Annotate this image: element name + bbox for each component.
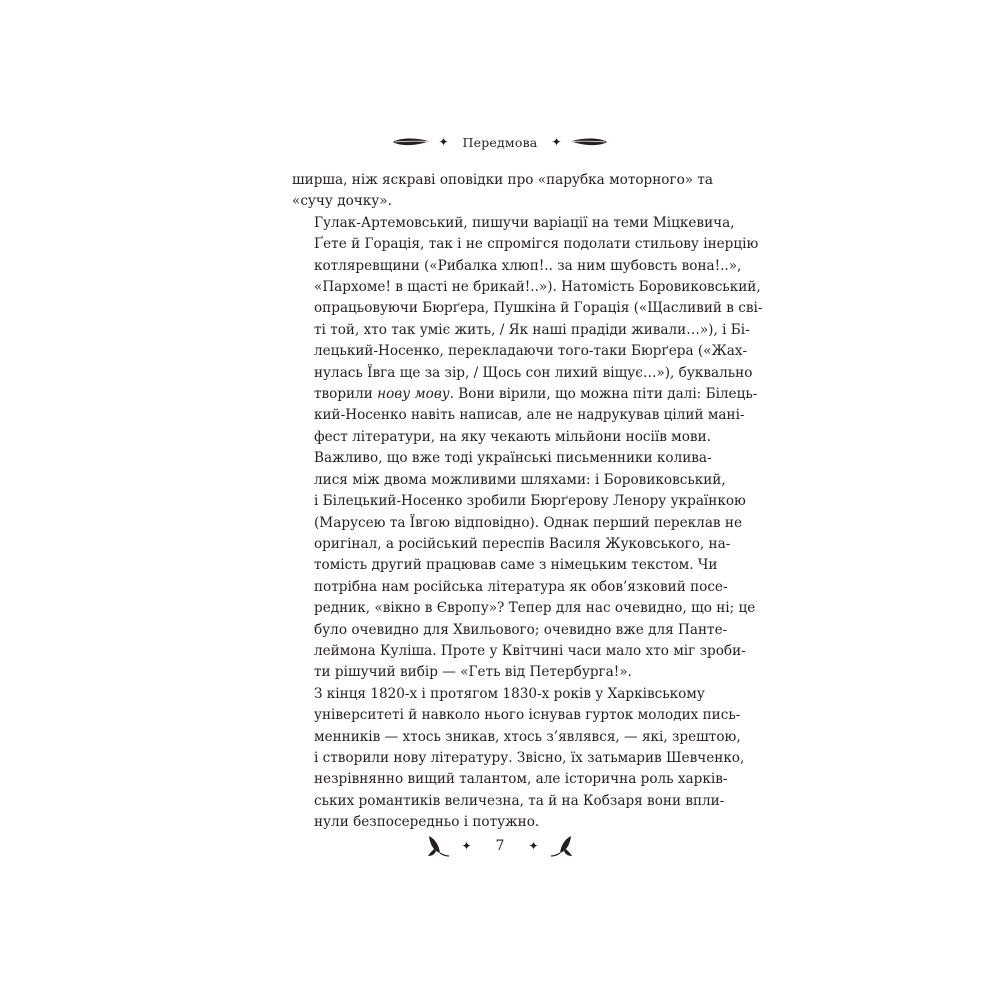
text-line: було очевидно для Хвильового; очевидно вже для Панте- [314,621,728,638]
running-header [0,130,1000,154]
text-line: потрібна нам російська література як обов’язковий посе- [314,578,728,595]
text-line: ті той, хто так уміє жить, / Як наші прадіди живали…»), і Бі- [314,321,750,338]
text-line: кий-Носенко навіть написав, але не надрукував цілий мані- [314,407,745,424]
text-line: і Білецький-Носенко зробили Бюрґерову Ленору українкою [314,493,746,510]
sprig-ornament-left-icon [425,833,451,859]
text-line: (Марусею та Ївгою відповідно). Однак перший переклав не [314,514,742,531]
text-line: незрівнянно вищий талантом, але історична роль харків- [314,771,728,788]
text-line: ти рішучий вибір — «Геть від Петербурга!». [314,664,632,681]
text-line: менників — хтось зникав, хтось з’являвся, — які, зрештою, [314,728,741,745]
text-line: ширша, ніж яскраві оповідки про «парубка моторного» та [292,172,714,188]
emphasis: нову мову [377,386,450,403]
text-line: томість другий працював саме з німецьким текстом. Чи [314,557,718,574]
text-line: «сучу дочку». [292,193,392,210]
text-line: Важливо, що вже тоді українські письменники колива- [314,450,712,467]
text-line: нулась Ївга ще за зір, / Щось сон лихий віщує…»), буквально [314,364,753,381]
paragraph [292,213,763,448]
leaf-ornament-left-icon [392,137,430,147]
sprig-ornament-right-icon [549,833,575,859]
star-ornament-icon: ✦ [528,839,539,853]
leaf-ornament-right-icon [570,137,608,147]
chapter-title: Передмова [462,134,538,150]
text-line: фест літератури, на яку чекають мільйони носіїв мови. [314,428,711,445]
text-line: опрацьовуючи Бюрґера, Пушкіна й Горація («Щасливий в сві- [314,300,763,317]
paragraph [292,448,756,683]
text-line: творили нову мову. Вони вірили, що можна піти далі: Білець- [314,386,758,403]
page-footer [0,832,1000,860]
text-line: леймона Куліша. Проте у Квітчині часи мало хто міг зроби- [314,642,746,659]
text-line: котляревщини («Рибалка хлюп!.. за ним шубовсть вона!..», [314,257,742,274]
text-line: лецький-Носенко, перекладаючи того-таки Бюрґера («Жах- [314,343,748,360]
page-number: 7 [495,838,505,854]
text-line: ських романтиків величезна, та й на Кобзаря вони впли- [314,792,725,809]
star-ornament-icon: ✦ [551,135,562,149]
paragraph [292,684,745,834]
text-line: Гулак-Артемовський, пишучи варіації на теми Міцкевича, [314,214,735,231]
text-line: Ґете й Горація, так і не спромігся подолати стильову інерцію [314,236,759,253]
body-text [292,170,763,834]
paragraph [292,170,714,213]
star-ornament-icon: ✦ [461,839,472,853]
text-line: З кінця 1820-х і протягом 1830-х років у Харківському [314,685,705,702]
text-line: редник, «вікно в Європу»? Тепер для нас очевидно, що ні; це [314,600,756,617]
text-line: оригінал, а російський переспів Василя Жуковського, на- [314,535,731,552]
text-line: лися між двома можливими шляхами: і Боровиковський, [314,471,726,488]
text-line: університеті й навколо нього існував гурток молодих пись- [314,707,741,724]
text-line: нули безпосередньо і потужно. [314,814,540,831]
star-ornament-icon: ✦ [438,135,449,149]
text-line: і створили нову літературу. Звісно, їх затьмарив Шевченко, [314,749,745,766]
text-line: «Пархоме! в щасті не брикай!..»). Натомість Боровиковський, [314,279,761,296]
